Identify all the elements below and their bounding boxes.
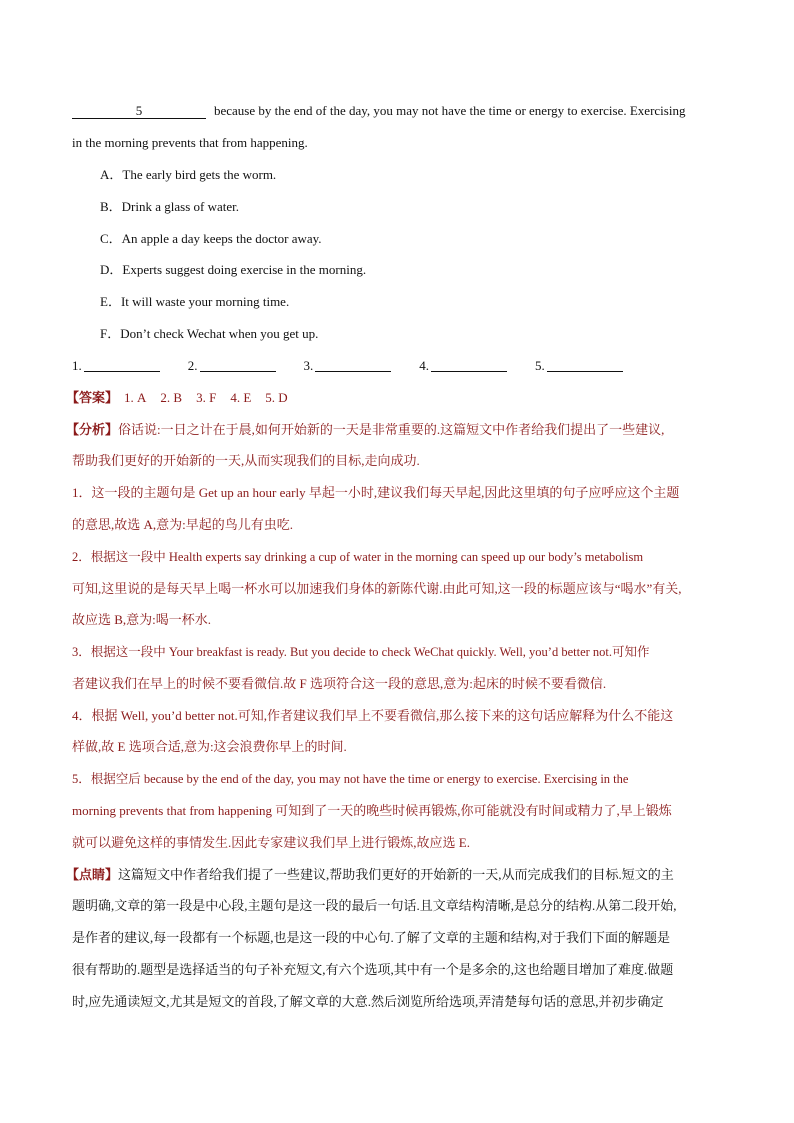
analysis-line-2: 帮助我们更好的开始新的一天,从而实现我们的目标,走向成功. (72, 453, 420, 468)
option-letter: D． (100, 262, 123, 277)
comment-line-5: 时,应先通读短文,尤其是短文的首段,了解文章的大意.然后浏览所给选项,弄清楚每句话的意思,并初步确定 (72, 994, 664, 1009)
analysis-line-12: 5．根据空后 because by the end of the day, you may not have the time or energy to exercise. Exercising in the (72, 772, 629, 786)
analysis-line-5: 2．根据这一段中 Health experts say drinking a cup of water in the morning can speed up our body’s metabolism (72, 550, 644, 564)
option-letter: A． (100, 167, 123, 182)
analysis-line-7: 故应选 B,意为:喝一杯水. (72, 612, 212, 627)
option-f (100, 326, 318, 342)
option-e (100, 294, 289, 310)
option-text: Experts suggest doing exercise in the morning. (122, 262, 367, 277)
option-letter: F． (100, 326, 121, 341)
analysis-line-8: 3．根据这一段中 Your breakfast is ready. But you decide to check WeChat quickly. Well, you’d better not.可知作 (72, 645, 650, 659)
analysis-line-1: 【分析】俗话说:一日之计在于晨,如何开始新的一天是非常重要的.这篇短文中作者给我们提出了一些建议, (66, 422, 665, 437)
option-text: An apple a day keeps the doctor away. (121, 231, 322, 246)
comment-line-3: 是作者的建议,每一段都有一个标题,也是这一段的中心句.了解了文章的主题和结构,对于我们下面的解题是 (72, 930, 671, 945)
answer-item: 1. A (124, 390, 147, 405)
option-text: Drink a glass of water. (121, 199, 240, 214)
analysis-line-6: 可知,这里说的是每天早上喝一杯水可以加速我们身体的新陈代谢.由此可知,这一段的标题应该与“喝水”有关, (72, 581, 682, 596)
answer-item: 4. E (230, 390, 252, 405)
answer-item: 5. D (265, 390, 288, 405)
analysis-line-9: 者建议我们在早上的时候不要看微信.故 F 选项符合这一段的意思,意为:起床的时候不要看微信. (72, 676, 607, 691)
option-text: It will waste your morning time. (120, 294, 290, 309)
answer-blank-1: 1. (72, 358, 188, 374)
answer-item: 2. B (160, 390, 183, 405)
analysis-line-3: 1．这一段的主题句是 Get up an hour early 早起一小时,建议我们每天早起,因此这里填的句子应呼应这个主题 (72, 485, 680, 500)
blank-5: 5 (72, 104, 206, 119)
option-text: The early bird gets the worm. (122, 167, 277, 182)
answer-row (66, 390, 302, 406)
option-d (100, 262, 366, 278)
answer-blank-2: 2. (188, 358, 304, 374)
analysis-line-10: 4．根据 Well, you’d better not.可知,作者建议我们早上不要看微信,那么接下来的这句话应解释为什么不能这 (72, 708, 674, 723)
analysis-line-13: morning prevents that from happening 可知到了一天的晚些时候再锻炼,你可能就没有时间或精力了,早上锻炼 (72, 803, 672, 818)
comment-line-1: 【点睛】这篇短文中作者给我们提了一些建议,帮助我们更好的开始新的一天,从而完成我们的目标.短文的主 (66, 867, 674, 882)
option-c (100, 231, 322, 247)
answer-tag: 【答案】 (66, 390, 119, 405)
passage-line-1-text: because by the end of the day, you may not have the time or energy to exercise. Exercising (214, 103, 686, 118)
answer-item: 3. F (196, 390, 217, 405)
analysis-line-4: 的意思,故选 A,意为:早起的鸟儿有虫吃. (72, 517, 294, 532)
comment-tag: 【点睛】 (66, 867, 119, 882)
option-letter: B． (100, 199, 122, 214)
option-letter: C． (100, 231, 122, 246)
option-b (100, 199, 239, 215)
comment-line-2: 题明确,文章的第一段是中心段,主题句是这一段的最后一句话.且文章结构清晰,是总分的结构.从第二段开始, (72, 898, 677, 913)
answer-blanks-row (72, 358, 651, 374)
comment-line-4: 很有帮助的.题型是选择适当的句子补充短文,有六个选项,其中有一个是多余的,这也给题目增加了难度.做题 (72, 962, 674, 977)
answer-blank-3: 3. (304, 358, 420, 374)
analysis-line-11: 样做,故 E 选项合适,意为:这会浪费你早上的时间. (72, 739, 347, 754)
analysis-line-14: 就可以避免这样的事情发生.因此专家建议我们早上进行锻炼,故应选 E. (72, 835, 470, 850)
option-a (100, 167, 276, 183)
option-text: Don’t check Wechat when you get up. (120, 326, 319, 341)
option-letter: E． (100, 294, 121, 309)
answer-blank-5: 5. (535, 358, 651, 374)
passage-line-1 (72, 103, 685, 119)
analysis-tag: 【分析】 (66, 422, 119, 437)
answer-blank-4: 4. (419, 358, 535, 374)
passage-line-2: in the morning prevents that from happening. (72, 135, 308, 150)
